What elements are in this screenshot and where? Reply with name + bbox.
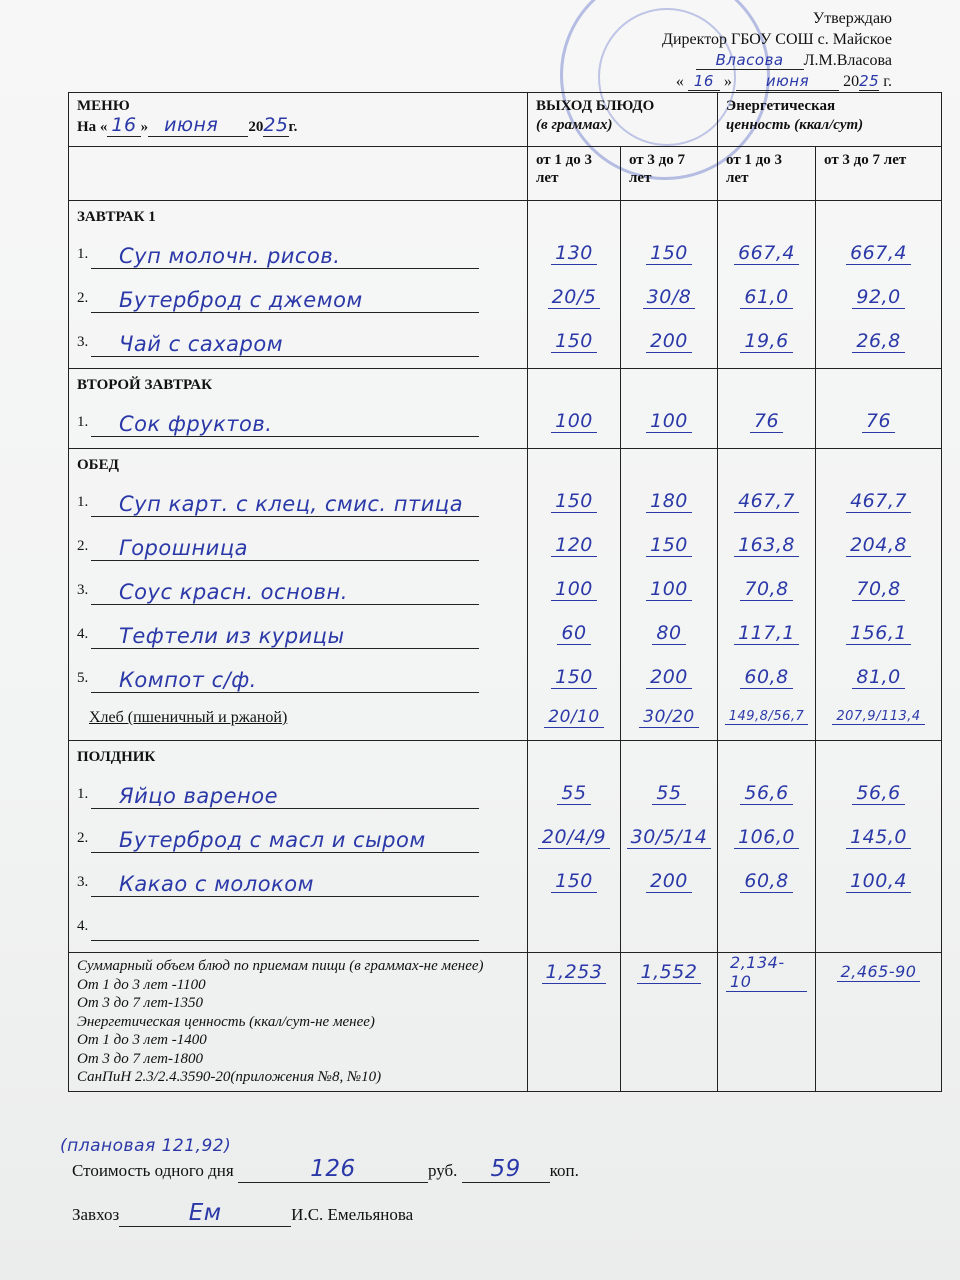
approval-year-suffix: 25 xyxy=(859,72,880,90)
item-name-field xyxy=(91,912,479,941)
col-energy-3-7: от 3 до 7 лет xyxy=(816,147,942,201)
output-header xyxy=(528,93,718,147)
item-name: Тефтели из курицы xyxy=(119,623,345,648)
summary-line: Энергетическая ценность (ккал/сут-не менее) xyxy=(77,1013,375,1030)
approval-date: « 16 » июня 2025 г. xyxy=(675,72,892,90)
item-value xyxy=(818,399,939,443)
item-number: 1. xyxy=(77,245,89,262)
item-name: Какао с молоком xyxy=(119,871,314,896)
cost-label: Стоимость одного дня xyxy=(72,1161,234,1180)
item-value xyxy=(623,399,715,443)
item-e1: 60,8 xyxy=(740,666,792,689)
section-title: ВТОРОЙ ЗАВТРАК xyxy=(77,377,212,393)
col-output-3-7: от 3 до 7 лет xyxy=(621,147,718,201)
item-value xyxy=(623,771,715,815)
col-output-1-3: от 1 до 3 лет xyxy=(528,147,621,201)
item-e1: 117,1 xyxy=(734,622,799,645)
item-name: Яйцо вареное xyxy=(119,783,279,808)
lunch-v1-cell xyxy=(528,449,621,741)
item-value xyxy=(720,903,813,947)
item-e2: 56,6 xyxy=(852,782,904,805)
item-e1: 467,7 xyxy=(734,490,799,513)
item-e2: 467,7 xyxy=(846,490,911,513)
item-number: 3. xyxy=(77,581,89,598)
item-v1: 150 xyxy=(551,490,597,513)
breakfast2-v1-cell xyxy=(528,369,621,449)
menu-item xyxy=(77,816,519,860)
item-name: Чай с сахаром xyxy=(119,331,284,356)
item-value xyxy=(623,655,715,699)
lunch-v2-cell xyxy=(621,449,718,741)
menu-item xyxy=(77,524,519,568)
breakfast1-v1-cell xyxy=(528,201,621,369)
year-prefix: 20 xyxy=(248,119,264,135)
item-v2: 100 xyxy=(646,410,692,433)
bread-value xyxy=(623,699,715,735)
item-value xyxy=(720,231,813,275)
breakfast1-e2-cell xyxy=(816,201,942,369)
item-value xyxy=(530,859,618,903)
item-value xyxy=(530,567,618,611)
item-value xyxy=(818,275,939,319)
item-number: 5. xyxy=(77,669,89,686)
summary-line: От 1 до 3 лет -1400 xyxy=(77,1032,207,1048)
item-v1: 100 xyxy=(551,578,597,601)
lunch-names-cell xyxy=(69,449,528,741)
snack-e2-cell xyxy=(816,741,942,953)
item-value xyxy=(530,319,618,363)
summary-line: От 3 до 7 лет-1800 xyxy=(77,1050,203,1067)
item-v2: 30/5/14 xyxy=(627,826,712,849)
snack-names-cell xyxy=(69,741,528,953)
item-value xyxy=(623,275,715,319)
item-value xyxy=(720,479,813,523)
cost-kop: 59 xyxy=(490,1156,521,1182)
breakfast2-e1-cell xyxy=(718,369,816,449)
item-v1: 120 xyxy=(551,534,597,557)
item-v2: 180 xyxy=(646,490,692,513)
item-e2: 156,1 xyxy=(846,622,911,645)
item-value xyxy=(720,859,813,903)
item-number: 2. xyxy=(77,537,89,554)
item-e1: 56,6 xyxy=(740,782,792,805)
item-value xyxy=(720,523,813,567)
item-value xyxy=(818,231,939,275)
menu-item xyxy=(77,232,519,276)
item-value xyxy=(720,655,813,699)
item-value xyxy=(623,815,715,859)
item-v1: 20/4/9 xyxy=(538,826,610,849)
item-name-field xyxy=(91,824,479,853)
item-name: Бутерброд с масл и сыром xyxy=(119,827,426,852)
item-v1: 150 xyxy=(551,330,597,353)
item-v2: 150 xyxy=(646,534,692,557)
breakfast1-names-cell xyxy=(69,201,528,369)
item-v2: 100 xyxy=(646,578,692,601)
breakfast1-section xyxy=(69,201,942,369)
lunch-e1-cell xyxy=(718,449,816,741)
menu-item xyxy=(77,612,519,656)
section-title: ЗАВТРАК 1 xyxy=(77,209,156,225)
cost-kop-label: коп. xyxy=(549,1161,579,1180)
section-title: ОБЕД xyxy=(77,457,119,473)
item-value xyxy=(720,567,813,611)
storekeeper-label: Завхоз xyxy=(72,1205,120,1224)
item-v2: 200 xyxy=(646,330,692,353)
item-value xyxy=(623,231,715,275)
energy-header xyxy=(718,93,942,147)
cost-kop-field xyxy=(462,1156,550,1183)
item-v2: 55 xyxy=(652,782,685,805)
breakfast2-v2-cell xyxy=(621,369,718,449)
item-value xyxy=(530,611,618,655)
item-number: 2. xyxy=(77,829,89,846)
item-e1: 19,6 xyxy=(740,330,792,353)
item-name: Соус красн. основн. xyxy=(119,579,348,604)
item-e1: 76 xyxy=(750,410,783,433)
bread-e1: 149,8/56,7 xyxy=(725,709,809,725)
approval-director: Директор ГБОУ СОШ с. Майское xyxy=(662,31,892,48)
item-name-field xyxy=(91,408,479,437)
breakfast1-v2-cell xyxy=(621,201,718,369)
date-mid: » xyxy=(140,119,149,135)
cost-rub-label: руб. xyxy=(427,1161,458,1180)
planned-cost-note xyxy=(60,1136,231,1156)
lunch-e2-cell xyxy=(816,449,942,741)
approval-signature: Власова xyxy=(696,51,804,70)
item-e2: 100,4 xyxy=(846,870,911,893)
item-value xyxy=(818,859,939,903)
item-e1: 163,8 xyxy=(734,534,799,557)
menu-item xyxy=(77,656,519,700)
storekeeper-signature-field xyxy=(119,1200,291,1227)
item-number: 2. xyxy=(77,289,89,306)
item-v1: 60 xyxy=(557,622,590,645)
year-end: г. xyxy=(288,119,298,135)
output-label: ВЫХОД БЛЮДО xyxy=(536,98,655,114)
item-value xyxy=(818,655,939,699)
item-name-field xyxy=(91,576,479,605)
summary-e1: 2,134-10 xyxy=(726,953,807,992)
item-v2: 30/8 xyxy=(643,286,696,309)
output-unit: (в граммах) xyxy=(536,117,613,133)
energy-unit: ценность (ккал/сут) xyxy=(726,117,864,133)
item-value xyxy=(818,815,939,859)
breakfast2-names-cell xyxy=(69,369,528,449)
item-name: Суп молочн. рисов. xyxy=(119,243,341,268)
approval-year-end: г. xyxy=(883,73,892,90)
item-name-field xyxy=(91,664,479,693)
date-prefix: На « xyxy=(77,119,108,135)
item-value xyxy=(530,523,618,567)
item-e2: 145,0 xyxy=(846,826,911,849)
bread-value xyxy=(818,699,939,735)
item-v1: 150 xyxy=(551,666,597,689)
item-value xyxy=(720,771,813,815)
summary-line: СанПиН 2.3/2.4.3590-20(приложения №8, №10) xyxy=(77,1069,382,1085)
approval-month: июня xyxy=(736,72,839,91)
summary-v1: 1,253 xyxy=(542,961,607,984)
item-number: 1. xyxy=(77,493,89,510)
item-v1: 100 xyxy=(551,410,597,433)
summary-e1-cell xyxy=(718,953,816,1092)
approval-signature-line xyxy=(662,50,892,71)
planned-cost-text: (плановая 121,92) xyxy=(60,1136,232,1156)
item-value xyxy=(623,903,715,947)
item-value xyxy=(720,399,813,443)
snack-v2-cell xyxy=(621,741,718,953)
item-v1: 130 xyxy=(551,242,597,265)
item-value xyxy=(530,231,618,275)
item-number: 4. xyxy=(77,917,89,934)
menu-date xyxy=(77,116,519,137)
item-value xyxy=(530,399,618,443)
item-value xyxy=(623,567,715,611)
approval-year-prefix: 20 xyxy=(843,73,860,90)
item-value xyxy=(623,523,715,567)
item-value xyxy=(623,479,715,523)
item-e2: 70,8 xyxy=(852,578,904,601)
summary-e2: 2,465-90 xyxy=(837,962,921,982)
item-e2: 204,8 xyxy=(846,534,911,557)
item-number: 1. xyxy=(77,413,89,430)
item-name-field xyxy=(91,780,479,809)
menu-table xyxy=(68,92,942,1092)
bread-item: Хлеб (пшеничный и ржаной) xyxy=(89,709,288,726)
menu-year-suffix: 25 xyxy=(263,114,289,136)
snack-section xyxy=(69,741,942,953)
menu-day: 16 xyxy=(107,114,140,137)
item-value xyxy=(818,771,939,815)
energy-label: Энергетическая xyxy=(726,98,836,114)
item-name-field xyxy=(91,488,479,517)
item-e2: 76 xyxy=(862,410,895,433)
summary-text xyxy=(69,953,528,1092)
item-name: Компот с/ф. xyxy=(119,667,257,692)
item-value xyxy=(818,319,939,363)
item-e1: 106,0 xyxy=(734,826,799,849)
item-v2: 200 xyxy=(646,870,692,893)
item-value xyxy=(530,903,618,947)
item-e1: 61,0 xyxy=(740,286,792,309)
bread-v1: 20/10 xyxy=(544,707,604,728)
item-v2: 150 xyxy=(646,242,692,265)
item-e1: 60,8 xyxy=(740,870,792,893)
item-name: Сок фруктов. xyxy=(119,411,273,436)
summary-line: От 1 до 3 лет -1100 xyxy=(77,976,206,993)
breakfast1-e1-cell xyxy=(718,201,816,369)
snack-e1-cell xyxy=(718,741,816,953)
item-value xyxy=(530,479,618,523)
item-v1: 20/5 xyxy=(548,286,601,309)
empty-header-cell xyxy=(69,147,528,201)
item-value xyxy=(720,275,813,319)
menu-item xyxy=(77,772,519,816)
item-v1: 55 xyxy=(557,782,590,805)
item-e1: 70,8 xyxy=(740,578,792,601)
item-name-field xyxy=(91,868,479,897)
col-energy-1-3: от 1 до 3 лет xyxy=(718,147,816,201)
item-number: 3. xyxy=(77,873,89,890)
lunch-section xyxy=(69,449,942,741)
storekeeper-name: И.С. Емельянова xyxy=(291,1205,414,1224)
summary-line: Суммарный объем блюд по приемам пищи (в граммах-не менее) xyxy=(77,958,484,974)
approval-day: 16 xyxy=(688,72,720,91)
item-value xyxy=(530,655,618,699)
item-v2: 80 xyxy=(652,622,685,645)
approval-title: Утверждаю xyxy=(812,10,892,27)
summary-v2-cell xyxy=(621,953,718,1092)
menu-item xyxy=(77,568,519,612)
cost-line xyxy=(72,1156,579,1183)
cost-rub-field xyxy=(238,1156,428,1183)
breakfast2-section xyxy=(69,369,942,449)
summary-e2-cell xyxy=(816,953,942,1092)
item-value xyxy=(623,859,715,903)
item-number: 4. xyxy=(77,625,89,642)
item-value xyxy=(818,567,939,611)
summary-line: От 3 до 7 лет-1350 xyxy=(77,995,203,1011)
item-e2: 81,0 xyxy=(852,666,904,689)
item-value xyxy=(720,319,813,363)
item-value xyxy=(623,611,715,655)
item-value xyxy=(818,903,939,947)
item-e1: 667,4 xyxy=(734,242,799,265)
item-name-field xyxy=(91,240,479,269)
menu-item xyxy=(77,320,519,364)
item-number: 3. xyxy=(77,333,89,350)
menu-date-cell xyxy=(69,93,528,147)
age-header-row xyxy=(69,147,942,201)
item-name-field xyxy=(91,284,479,313)
bread-value xyxy=(720,699,813,735)
item-name-field xyxy=(91,328,479,357)
menu-month: июня xyxy=(148,114,248,137)
item-number: 1. xyxy=(77,785,89,802)
bread-e2: 207,9/113,4 xyxy=(832,709,924,725)
menu-item xyxy=(77,480,519,524)
approval-block xyxy=(662,8,892,92)
item-value xyxy=(818,523,939,567)
item-value xyxy=(530,815,618,859)
item-value xyxy=(720,815,813,859)
cost-rub: 126 xyxy=(310,1156,356,1182)
menu-label: МЕНЮ xyxy=(77,98,130,114)
menu-item xyxy=(77,860,519,904)
item-e2: 26,8 xyxy=(852,330,904,353)
storekeeper-line xyxy=(72,1200,413,1227)
bread-value xyxy=(530,699,618,735)
menu-item xyxy=(77,904,519,948)
menu-item xyxy=(77,400,519,444)
item-value xyxy=(818,611,939,655)
storekeeper-signature: Ем xyxy=(188,1200,222,1226)
item-value xyxy=(623,319,715,363)
item-name: Суп карт. с клец, смис. птица xyxy=(119,491,464,516)
item-value xyxy=(818,479,939,523)
item-value xyxy=(530,771,618,815)
item-name-field xyxy=(91,620,479,649)
item-value xyxy=(530,275,618,319)
summary-row xyxy=(69,953,942,1092)
summary-v1-cell xyxy=(528,953,621,1092)
section-title: ПОЛДНИК xyxy=(77,749,156,765)
summary-v2: 1,552 xyxy=(637,961,702,984)
item-v2: 200 xyxy=(646,666,692,689)
approval-name: Л.М.Власова xyxy=(803,52,892,69)
item-name: Бутерброд с джемом xyxy=(119,287,363,312)
menu-item xyxy=(77,276,519,320)
item-e2: 667,4 xyxy=(846,242,911,265)
item-e2: 92,0 xyxy=(852,286,904,309)
bread-v2: 30/20 xyxy=(639,707,699,728)
snack-v1-cell xyxy=(528,741,621,953)
breakfast2-e2-cell xyxy=(816,369,942,449)
item-name: Горошница xyxy=(119,535,248,560)
table-header-row xyxy=(69,93,942,147)
item-v1: 150 xyxy=(551,870,597,893)
item-value xyxy=(720,611,813,655)
item-name-field xyxy=(91,532,479,561)
